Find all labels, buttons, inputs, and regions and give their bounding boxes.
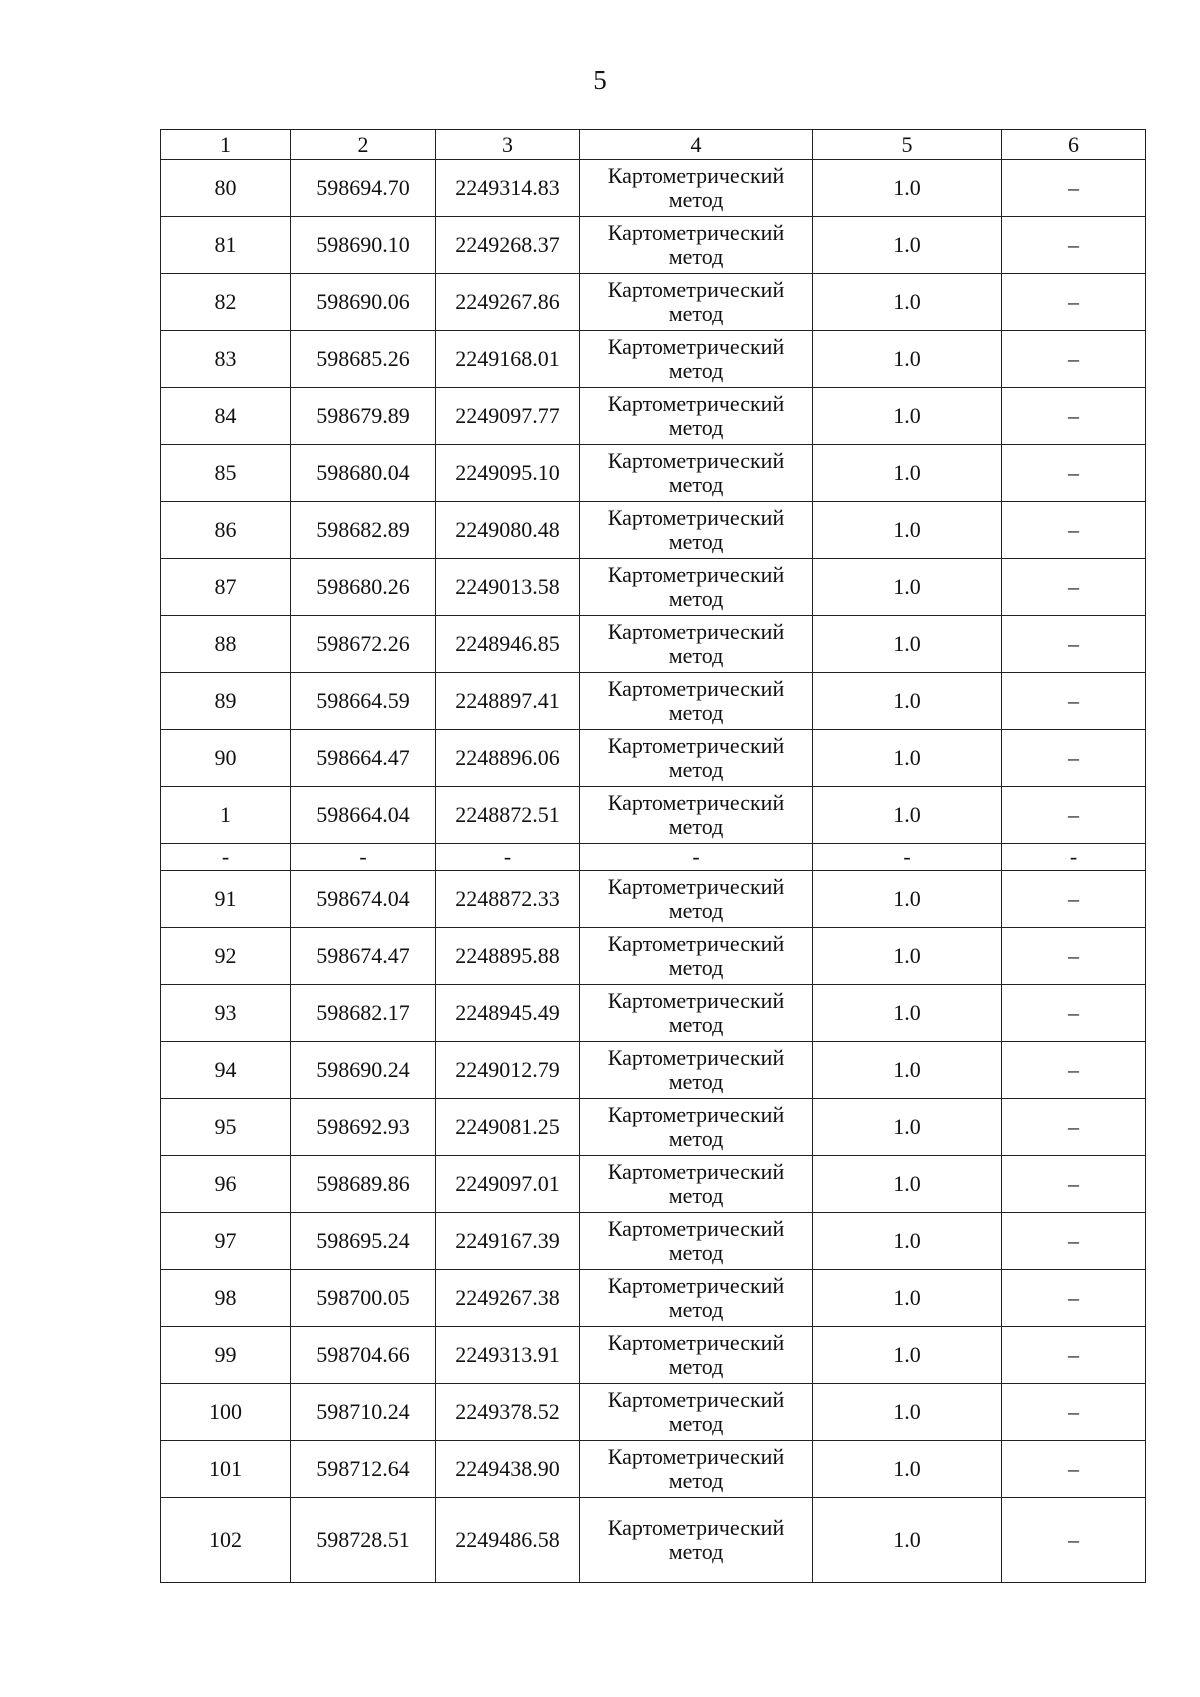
note-cell: – — [1002, 502, 1146, 559]
method-cell — [580, 787, 813, 844]
note-cell: – — [1002, 1042, 1146, 1099]
coordinate-y-cell: 2248872.51 — [436, 787, 580, 844]
method-cell — [580, 1042, 813, 1099]
coordinate-y-cell: 2249013.58 — [436, 559, 580, 616]
point-number-cell: 91 — [161, 871, 291, 928]
method-line-2: метод — [668, 301, 724, 326]
method-line-1: Картометрический — [607, 163, 785, 188]
table-row — [161, 388, 1146, 445]
note-cell: – — [1002, 559, 1146, 616]
method-line-2: метод — [668, 1539, 724, 1564]
point-number-cell: 83 — [161, 331, 291, 388]
method-line-1: Картометрический — [607, 1045, 785, 1070]
method-line-1: Картометрический — [607, 1330, 785, 1355]
method-line-2: метод — [668, 529, 724, 554]
method-line-2: метод — [668, 472, 724, 497]
method-line-2: метод — [668, 898, 724, 923]
coordinate-x-cell: 598704.66 — [291, 1327, 436, 1384]
coordinate-x-cell: 598700.05 — [291, 1270, 436, 1327]
accuracy-cell: 1.0 — [813, 160, 1002, 217]
separator-cell: - — [161, 844, 291, 871]
method-line-2: метод — [668, 643, 724, 668]
note-cell: – — [1002, 1384, 1146, 1441]
coordinate-y-cell: 2248945.49 — [436, 985, 580, 1042]
note-cell: – — [1002, 217, 1146, 274]
coordinate-y-cell: 2249081.25 — [436, 1099, 580, 1156]
method-line-2: метод — [668, 1468, 724, 1493]
coordinate-x-cell: 598685.26 — [291, 331, 436, 388]
header-cell-4: 4 — [580, 130, 813, 160]
method-line-2: метод — [668, 955, 724, 980]
note-cell: – — [1002, 787, 1146, 844]
method-line-2: метод — [668, 757, 724, 782]
method-cell — [580, 871, 813, 928]
note-cell: – — [1002, 871, 1146, 928]
method-line-1: Картометрический — [607, 1444, 785, 1469]
accuracy-cell: 1.0 — [813, 1384, 1002, 1441]
coordinate-x-cell: 598674.47 — [291, 928, 436, 985]
note-cell: – — [1002, 1441, 1146, 1498]
coordinate-y-cell: 2249080.48 — [436, 502, 580, 559]
method-line-1: Картометрический — [607, 391, 785, 416]
method-line-1: Картометрический — [607, 1102, 785, 1127]
method-cell — [580, 559, 813, 616]
coordinate-x-cell: 598679.89 — [291, 388, 436, 445]
note-cell: – — [1002, 730, 1146, 787]
separator-row — [161, 844, 1146, 871]
coordinate-y-cell: 2249378.52 — [436, 1384, 580, 1441]
accuracy-cell: 1.0 — [813, 502, 1002, 559]
accuracy-cell: 1.0 — [813, 928, 1002, 985]
coordinate-x-cell: 598712.64 — [291, 1441, 436, 1498]
point-number-cell: 86 — [161, 502, 291, 559]
coordinate-y-cell: 2249267.86 — [436, 274, 580, 331]
coordinate-y-cell: 2249167.39 — [436, 1213, 580, 1270]
method-line-1: Картометрический — [607, 988, 785, 1013]
coordinate-x-cell: 598680.04 — [291, 445, 436, 502]
accuracy-cell: 1.0 — [813, 730, 1002, 787]
note-cell: – — [1002, 1099, 1146, 1156]
point-number-cell: 1 — [161, 787, 291, 844]
table-row — [161, 1441, 1146, 1498]
coordinate-y-cell: 2248897.41 — [436, 673, 580, 730]
method-cell — [580, 160, 813, 217]
note-cell: – — [1002, 1270, 1146, 1327]
method-line-1: Картометрический — [607, 220, 785, 245]
method-line-2: метод — [668, 1354, 724, 1379]
accuracy-cell: 1.0 — [813, 1270, 1002, 1327]
note-cell: – — [1002, 1156, 1146, 1213]
point-number-cell: 92 — [161, 928, 291, 985]
method-line-1: Картометрический — [607, 733, 785, 758]
method-cell — [580, 730, 813, 787]
point-number-cell: 88 — [161, 616, 291, 673]
accuracy-cell: 1.0 — [813, 871, 1002, 928]
method-cell — [580, 1099, 813, 1156]
note-cell: – — [1002, 274, 1146, 331]
table-row — [161, 1099, 1146, 1156]
coordinate-x-cell: 598664.04 — [291, 787, 436, 844]
separator-cell: - — [291, 844, 436, 871]
accuracy-cell: 1.0 — [813, 673, 1002, 730]
method-cell — [580, 445, 813, 502]
point-number-cell: 90 — [161, 730, 291, 787]
method-cell — [580, 616, 813, 673]
table-row — [161, 1270, 1146, 1327]
accuracy-cell: 1.0 — [813, 985, 1002, 1042]
method-cell — [580, 1156, 813, 1213]
method-line-2: метод — [668, 814, 724, 839]
point-number-cell: 80 — [161, 160, 291, 217]
coordinate-x-cell: 598672.26 — [291, 616, 436, 673]
point-number-cell: 102 — [161, 1498, 291, 1583]
note-cell: – — [1002, 928, 1146, 985]
note-cell: – — [1002, 445, 1146, 502]
table-row — [161, 160, 1146, 217]
coordinate-y-cell: 2249097.01 — [436, 1156, 580, 1213]
point-number-cell: 81 — [161, 217, 291, 274]
table-row — [161, 985, 1146, 1042]
point-number-cell: 84 — [161, 388, 291, 445]
coordinate-y-cell: 2249313.91 — [436, 1327, 580, 1384]
note-cell: – — [1002, 1327, 1146, 1384]
method-cell — [580, 274, 813, 331]
method-cell — [580, 1327, 813, 1384]
header-cell-2: 2 — [291, 130, 436, 160]
method-line-1: Картометрический — [607, 790, 785, 815]
table-row — [161, 331, 1146, 388]
accuracy-cell: 1.0 — [813, 1099, 1002, 1156]
method-line-1: Картометрический — [607, 1216, 785, 1241]
coordinate-y-cell: 2249486.58 — [436, 1498, 580, 1583]
method-line-1: Картометрический — [607, 448, 785, 473]
header-cell-5: 5 — [813, 130, 1002, 160]
separator-cell: - — [436, 844, 580, 871]
table-row — [161, 871, 1146, 928]
point-number-cell: 89 — [161, 673, 291, 730]
coordinate-x-cell: 598710.24 — [291, 1384, 436, 1441]
accuracy-cell: 1.0 — [813, 331, 1002, 388]
note-cell: – — [1002, 1498, 1146, 1583]
method-cell — [580, 1384, 813, 1441]
accuracy-cell: 1.0 — [813, 217, 1002, 274]
coordinate-y-cell: 2249438.90 — [436, 1441, 580, 1498]
coordinate-x-cell: 598690.24 — [291, 1042, 436, 1099]
table-row — [161, 1498, 1146, 1583]
coordinate-x-cell: 598728.51 — [291, 1498, 436, 1583]
table-row — [161, 673, 1146, 730]
method-cell — [580, 1270, 813, 1327]
coordinate-y-cell: 2248895.88 — [436, 928, 580, 985]
coordinate-x-cell: 598664.59 — [291, 673, 436, 730]
method-line-1: Картометрический — [607, 505, 785, 530]
coordinate-x-cell: 598664.47 — [291, 730, 436, 787]
table-row — [161, 502, 1146, 559]
method-line-1: Картометрический — [607, 334, 785, 359]
method-line-1: Картометрический — [607, 1273, 785, 1298]
point-number-cell: 95 — [161, 1099, 291, 1156]
point-number-cell: 96 — [161, 1156, 291, 1213]
method-line-2: метод — [668, 1240, 724, 1265]
method-line-1: Картометрический — [607, 874, 785, 899]
point-number-cell: 101 — [161, 1441, 291, 1498]
point-number-cell: 93 — [161, 985, 291, 1042]
method-line-2: метод — [668, 187, 724, 212]
coordinate-y-cell: 2248946.85 — [436, 616, 580, 673]
method-cell — [580, 1213, 813, 1270]
coordinate-x-cell: 598695.24 — [291, 1213, 436, 1270]
accuracy-cell: 1.0 — [813, 616, 1002, 673]
page-number: 5 — [593, 65, 607, 95]
header-cell-3: 3 — [436, 130, 580, 160]
method-line-1: Картометрический — [607, 277, 785, 302]
separator-cell: - — [813, 844, 1002, 871]
accuracy-cell: 1.0 — [813, 787, 1002, 844]
method-cell — [580, 928, 813, 985]
method-line-1: Картометрический — [607, 619, 785, 644]
header-row — [161, 130, 1146, 160]
method-line-1: Картометрический — [607, 1387, 785, 1412]
coordinate-x-cell: 598682.89 — [291, 502, 436, 559]
method-cell — [580, 1498, 813, 1583]
note-cell: – — [1002, 1213, 1146, 1270]
accuracy-cell: 1.0 — [813, 1042, 1002, 1099]
table-row — [161, 730, 1146, 787]
accuracy-cell: 1.0 — [813, 388, 1002, 445]
method-line-2: метод — [668, 1411, 724, 1436]
table-row — [161, 1384, 1146, 1441]
coordinate-x-cell: 598690.10 — [291, 217, 436, 274]
coordinate-x-cell: 598682.17 — [291, 985, 436, 1042]
coordinate-x-cell: 598674.04 — [291, 871, 436, 928]
accuracy-cell: 1.0 — [813, 1327, 1002, 1384]
coordinate-y-cell: 2249267.38 — [436, 1270, 580, 1327]
method-cell — [580, 1441, 813, 1498]
table-row — [161, 787, 1146, 844]
accuracy-cell: 1.0 — [813, 1498, 1002, 1583]
method-cell — [580, 217, 813, 274]
coordinate-x-cell: 598680.26 — [291, 559, 436, 616]
method-line-2: метод — [668, 1183, 724, 1208]
separator-cell: - — [580, 844, 813, 871]
table-row — [161, 1327, 1146, 1384]
coordinate-y-cell: 2249314.83 — [436, 160, 580, 217]
header-cell-1: 1 — [161, 130, 291, 160]
table-row — [161, 616, 1146, 673]
note-cell: – — [1002, 616, 1146, 673]
coordinates-table — [160, 129, 1146, 1583]
note-cell: – — [1002, 331, 1146, 388]
note-cell: – — [1002, 160, 1146, 217]
note-cell: – — [1002, 985, 1146, 1042]
table-row — [161, 445, 1146, 502]
method-line-1: Картометрический — [607, 931, 785, 956]
method-line-1: Картометрический — [607, 562, 785, 587]
accuracy-cell: 1.0 — [813, 1156, 1002, 1213]
coordinate-y-cell: 2249095.10 — [436, 445, 580, 502]
table-row — [161, 217, 1146, 274]
method-line-2: метод — [668, 415, 724, 440]
method-cell — [580, 388, 813, 445]
coordinate-y-cell: 2249168.01 — [436, 331, 580, 388]
method-line-2: метод — [668, 1012, 724, 1037]
accuracy-cell: 1.0 — [813, 445, 1002, 502]
table-row — [161, 1042, 1146, 1099]
table-row — [161, 1213, 1146, 1270]
method-cell — [580, 331, 813, 388]
accuracy-cell: 1.0 — [813, 1441, 1002, 1498]
table-row — [161, 274, 1146, 331]
method-line-2: метод — [668, 1069, 724, 1094]
accuracy-cell: 1.0 — [813, 559, 1002, 616]
header-cell-6: 6 — [1002, 130, 1146, 160]
method-line-2: метод — [668, 700, 724, 725]
method-cell — [580, 673, 813, 730]
coordinate-x-cell: 598694.70 — [291, 160, 436, 217]
point-number-cell: 98 — [161, 1270, 291, 1327]
accuracy-cell: 1.0 — [813, 274, 1002, 331]
method-line-2: метод — [668, 1126, 724, 1151]
method-line-2: метод — [668, 586, 724, 611]
point-number-cell: 97 — [161, 1213, 291, 1270]
accuracy-cell: 1.0 — [813, 1213, 1002, 1270]
point-number-cell: 87 — [161, 559, 291, 616]
point-number-cell: 100 — [161, 1384, 291, 1441]
note-cell: – — [1002, 388, 1146, 445]
coordinate-y-cell: 2248896.06 — [436, 730, 580, 787]
method-line-2: метод — [668, 1297, 724, 1322]
method-cell — [580, 985, 813, 1042]
point-number-cell: 85 — [161, 445, 291, 502]
note-cell: – — [1002, 673, 1146, 730]
coordinate-x-cell: 598690.06 — [291, 274, 436, 331]
method-line-2: метод — [668, 358, 724, 383]
coordinate-y-cell: 2248872.33 — [436, 871, 580, 928]
table-row — [161, 928, 1146, 985]
separator-cell: - — [1002, 844, 1146, 871]
coordinate-x-cell: 598689.86 — [291, 1156, 436, 1213]
coordinate-x-cell: 598692.93 — [291, 1099, 436, 1156]
point-number-cell: 99 — [161, 1327, 291, 1384]
coordinate-y-cell: 2249012.79 — [436, 1042, 580, 1099]
method-line-1: Картометрический — [607, 676, 785, 701]
point-number-cell: 94 — [161, 1042, 291, 1099]
table-row — [161, 1156, 1146, 1213]
method-line-2: метод — [668, 244, 724, 269]
table-row — [161, 559, 1146, 616]
coordinate-y-cell: 2249097.77 — [436, 388, 580, 445]
coordinate-y-cell: 2249268.37 — [436, 217, 580, 274]
method-cell — [580, 502, 813, 559]
method-line-1: Картометрический — [607, 1515, 785, 1540]
method-line-1: Картометрический — [607, 1159, 785, 1184]
point-number-cell: 82 — [161, 274, 291, 331]
